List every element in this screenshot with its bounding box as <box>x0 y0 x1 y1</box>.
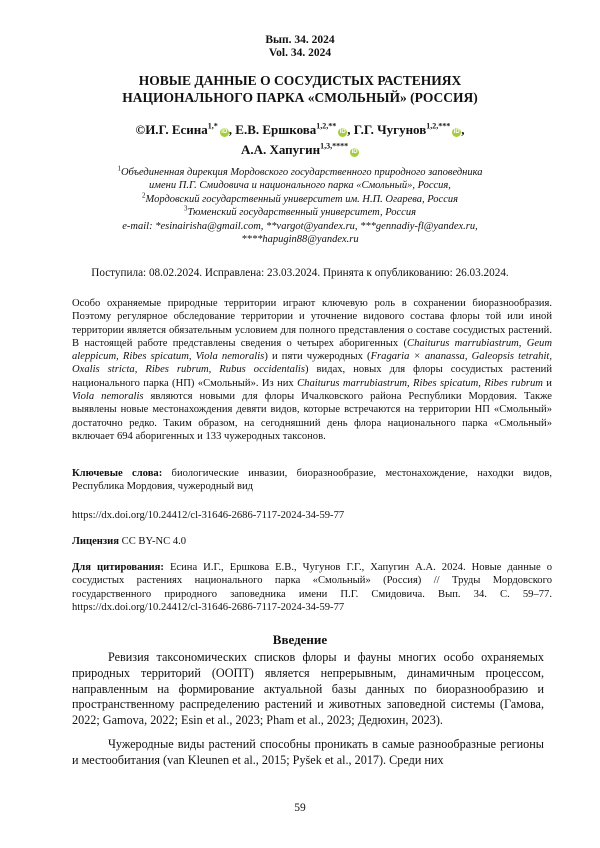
section-heading: Введение <box>272 632 328 647</box>
orcid-icon[interactable]: iD <box>221 129 228 135</box>
license <box>72 535 552 548</box>
body-text <box>72 650 544 769</box>
author-name: А.А. Хапугин <box>240 142 321 157</box>
orcid-icon[interactable]: iD <box>351 149 358 155</box>
copyright-sign: © <box>135 122 146 137</box>
volume-en: Vol. 34. 2024 <box>268 47 332 59</box>
affiliation-2 <box>60 193 540 206</box>
species-names: Chaiturus marrubiastrum, Ribes spicatum, Ribes rubrum <box>297 377 543 389</box>
doi-link[interactable]: https://dx.doi.org/10.24412/cl-31646-2686-7117-2024-34-59-77 <box>72 510 345 521</box>
author-affiliation-sup: 1,* <box>207 121 218 131</box>
citation-label: Для цитирования: <box>72 562 164 573</box>
volume-ru: Вып. 34. 2024 <box>265 34 335 46</box>
author-line-2 <box>60 140 540 160</box>
abstract-text: ) видах, новых для флоры сосудистых растений национального парка (НП) «Смольный». Из них <box>72 364 552 389</box>
affiliation-number: 2 <box>142 191 146 200</box>
species-names: Viola nemoralis <box>72 391 144 403</box>
author-list <box>60 120 540 160</box>
affiliation-text: Мордовский государственный университет им. Н.П. Огарева, Россия <box>145 193 458 205</box>
affiliation-text: Объединенная дирекция Мордовского государственного природного заповедника <box>120 167 483 178</box>
affiliations <box>60 166 540 246</box>
orcid-icon[interactable]: iD <box>339 129 346 135</box>
affiliation-1 <box>60 166 540 179</box>
affiliation-number: 3 <box>184 204 188 213</box>
keywords <box>72 467 552 494</box>
affiliation-3 <box>60 206 540 219</box>
affiliation-number: 1 <box>117 164 121 173</box>
abstract-text: являются новыми для флоры Ичалковского района Республики Мордовия. Также выявлены новые местонахождения девяти видов, которые встречаются на территории НП «Смольный» достаточно редко. Таким образом, на сегодняшний день флора национального парка «Смольный» включает 694 аборигенных и 133 чужеродных таксонов. <box>72 391 552 442</box>
author-name: И.Г. Есина <box>145 122 208 137</box>
license-text: CC BY-NC 4.0 <box>119 536 187 547</box>
volume-header <box>0 34 600 60</box>
citation-text: Есина И.Г., Ершкова Е.В., Чугунов Г.Г., Хапугин А.А. 2024. Новые данные о сосудистых растениях национального парка «Смольный» (Россия) // Труды Мордовского государственного природного заповедника имени П.Г. Смидовича. Вып. 34. С. 59–77. https://dx.doi.org/10.24412/cl-31646-2686-7117-2024-34-59-77 <box>72 562 552 613</box>
keywords-label: Ключевые слова: <box>72 468 163 479</box>
abstract-text: и <box>542 377 552 389</box>
author-affiliation-sup: 1,2,*** <box>426 121 451 131</box>
abstract-text: Особо охраняемые природные территории играют ключевую роль в сохранении биоразнообразия. Поэтому регулярное обследование территории и уточнение видового состава флоры той или иной территории является обязательным условием для полного представления о составе сосудистых растений. В настоящей работе представлены сведения о четырех аборигенных ( <box>72 298 552 349</box>
title-line-2: НАЦИОНАЛЬНОГО ПАРКА «СМОЛЬНЫЙ» (РОССИЯ) <box>122 90 478 105</box>
article-dates: Поступила: 08.02.2024. Исправлена: 23.03.2024. Принята к опубликованию: 26.03.2024. <box>91 267 509 279</box>
author-line-1: ©И.Г. Есина$^{1,*}$iD , Е.В. Ершкова$^{1,2,**}$iD , Г.Г. Чугунов$^{1,2,***}$iD , <box>135 121 465 137</box>
abstract <box>72 297 552 443</box>
abstract-text: ) и пяти чужеродных ( <box>264 351 371 363</box>
page-number: 59 <box>294 802 306 814</box>
body-paragraph-2: Чужеродные виды растений способны проникать в самые разнообразные регионы и местообитания (van Kleunen et al., 2015; Pyšek et al., 2017). Среди них <box>72 736 544 767</box>
author-affiliation-sup: 1,2,** <box>316 121 337 131</box>
email-line-2: ****hapugin88@yandex.ru <box>241 234 359 246</box>
citation <box>72 561 552 614</box>
species-names: Chaiturus marrubiastrum, Geum aleppicum, Ribes spicatum, Viola nemoralis <box>72 337 552 363</box>
license-label: Лицензия <box>72 536 119 547</box>
author-affiliation-sup: 1,3,**** <box>320 141 349 151</box>
body-paragraph-1: Ревизия таксономических списков флоры и фауны многих особо охраняемых природных территорий (ООПТ) является непрерывным, динамичным процессом, направленным на формирование актуальной базы данных по биоразнообразию и пространственному распределению растений и животных заповедной системы (Гамова, 2022; Gamova, 2022; Esin et al., 2023; Pham et al., 2023; Дедюхин, 2023). <box>72 650 544 728</box>
title-line-1: НОВЫЕ ДАННЫЕ О СОСУДИСТЫХ РАСТЕНИЯХ <box>138 73 462 88</box>
author-name: Е.В. Ершкова <box>235 122 317 137</box>
email-line-1: e-mail: *esinairisha@gmail.com, **vargot@yandex.ru, ***gennadiy-fl@yandex.ru, <box>122 220 478 232</box>
affiliation-text: Тюменский государственный университет, Россия <box>187 207 416 219</box>
species-names: Fragaria × ananassa, Galeopsis tetrahit, Oxalis stricta, Ribes rubrum, Rubus occidentalis <box>72 351 552 376</box>
author-name: Г.Г. Чугунов <box>353 122 427 137</box>
affiliation-1-cont: имени П.Г. Смидовича и национального парка «Смольный», Россия, <box>149 180 451 192</box>
article-title <box>60 72 540 106</box>
orcid-icon[interactable]: iD <box>453 129 460 135</box>
keywords-text: биологические инвазии, биоразнообразие, местонахождение, находки видов, Республика Мордовия, чужеродный вид <box>72 468 552 493</box>
